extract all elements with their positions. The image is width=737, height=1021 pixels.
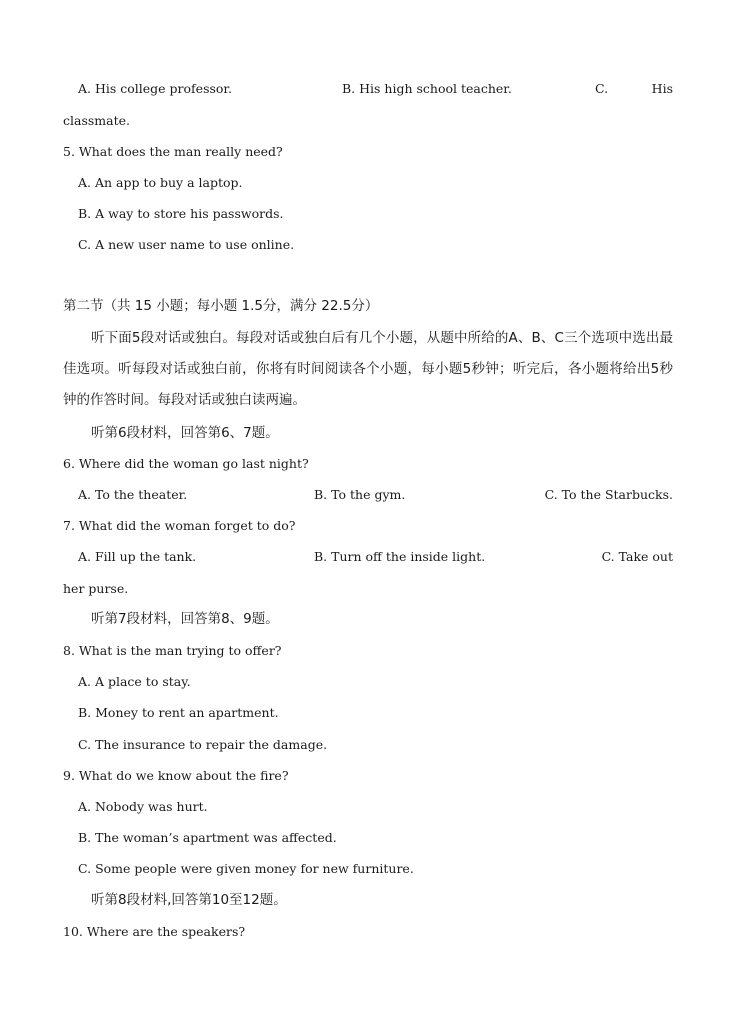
section2-heading: 第二节（共 15 小题；每小题 1.5分，满分 22.5分） (63, 298, 379, 314)
q9-option-b: B. The woman’s apartment was affected. (78, 830, 337, 845)
material8-note: 听第8段材料,回答第10至12题。 (91, 892, 287, 908)
material6-note: 听第6段材料，回答第6、7题。 (91, 425, 279, 441)
q5-option-b: B. A way to store his passwords. (78, 206, 284, 221)
q6-option-c: C. To the Starbucks. (544, 487, 673, 502)
q6-question: 6. Where did the woman go last night? (63, 456, 309, 471)
q7-option-c: C. Take out (601, 549, 673, 564)
section2-instructions: 听下面5段对话或独白。每段对话或独白后有几个小题，从题中所给的A、B、C三个选项中选出最佳选项。听每段对话或独白前，你将有时间阅读各个小题，每小题5秒钟；听完后，各小题将给出5秒钟的作答时间。每段对话或独白读两遍。 (63, 330, 673, 408)
q4-option-b: B. His high school teacher. (342, 81, 512, 96)
q7-option-b: B. Turn off the inside light. (314, 549, 486, 564)
q8-question: 8. What is the man trying to offer? (63, 643, 282, 658)
q4-option-c: C. (595, 81, 609, 96)
q5-option-a: A. An app to buy a laptop. (78, 175, 243, 190)
q9-option-c: C. Some people were given money for new furniture. (78, 861, 414, 876)
q9-option-a: A. Nobody was hurt. (78, 799, 208, 814)
q9-question: 9. What do we know about the fire? (63, 768, 289, 783)
material7-note: 听第7段材料，回答第8、9题。 (91, 611, 279, 627)
q6-option-b: B. To the gym. (314, 487, 406, 502)
q4-option-c-text: His (651, 81, 673, 96)
q5-question: 5. What does the man really need? (63, 144, 283, 159)
q7-question: 7. What did the woman forget to do? (63, 518, 296, 533)
q7-option-a: A. Fill up the tank. (78, 549, 197, 564)
q8-option-a: A. A place to stay. (78, 674, 191, 689)
q8-option-c: C. The insurance to repair the damage. (78, 737, 328, 752)
q5-option-c: C. A new user name to use online. (78, 237, 295, 252)
q6-option-a: A. To the theater. (78, 487, 188, 502)
q7-option-c-wrap: her purse. (63, 581, 129, 596)
q4-option-a: A. His college professor. (78, 81, 233, 96)
q10-question: 10. Where are the speakers? (63, 924, 246, 939)
q4-option-c-wrap: classmate. (63, 113, 130, 128)
q8-option-b: B. Money to rent an apartment. (78, 705, 279, 720)
